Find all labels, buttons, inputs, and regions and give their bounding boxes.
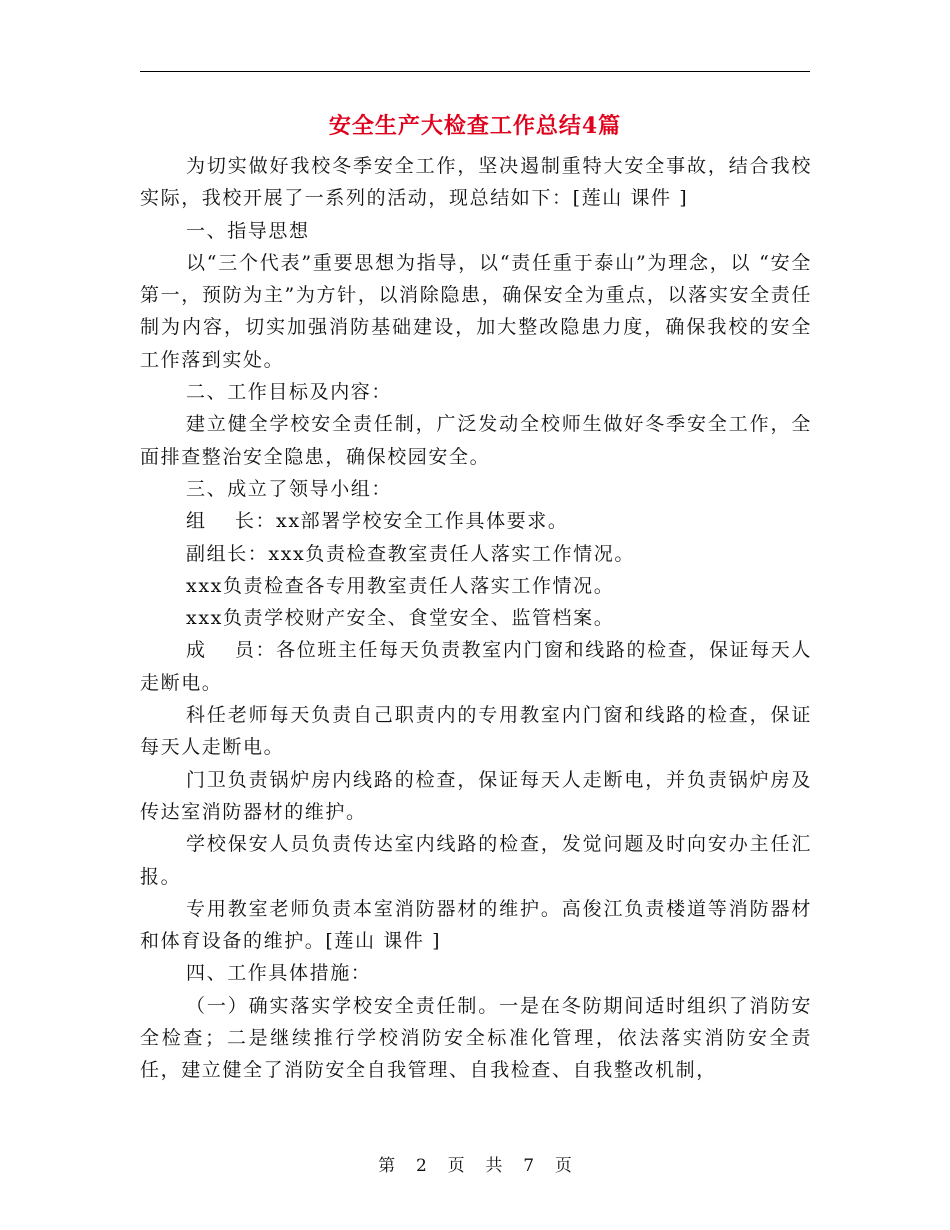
- body-paragraph: 以“三个代表”重要思想为指导，以“责任重于泰山”为理念，以 “安全第一，预防为主”为方针，以消除隐患，确保安全为重点，以落实安全责任制为内容，切实加强消防基础建设，加大整改隐患力度，确保我校的安全工作落到实处。: [140, 251, 812, 371]
- body-paragraph: 专用教室老师负责本室消防器材的维护。高俊江负责楼道等消防器材和体育设备的维护。[莲山 课件 ]: [140, 897, 812, 953]
- footer-prefix: 第: [378, 1156, 396, 1176]
- body-paragraph: xxx负责学校财产安全、食堂安全、监管档案。: [186, 607, 615, 630]
- body-paragraph: 四、工作具体措施：: [186, 962, 372, 985]
- body-paragraph: 成 员：各位班主任每天负责教室内门窗和线路的检查，保证每天人走断电。: [140, 639, 812, 694]
- footer-suffix: 页: [554, 1156, 572, 1176]
- page-footer: [0, 1154, 950, 1178]
- body-paragraph: 副组长：xxx负责检查教室责任人落实工作情况。: [186, 542, 635, 565]
- document-title: 安全生产大检查工作总结4篇: [328, 113, 622, 139]
- body-paragraph: 科任老师每天负责自己职责内的专用教室内门窗和线路的检查，保证每天人走断电。: [140, 704, 812, 759]
- body-paragraph: 二、工作目标及内容：: [186, 381, 393, 404]
- document-body: [140, 150, 812, 1087]
- body-paragraph: （一）确实落实学校安全责任制。一是在冬防期间适时组织了消防安全检查；二是继续推行学校消防安全标准化管理，依法落实消防安全责任，建立健全了消防安全自我管理、自我检查、自我整改机制，: [140, 994, 812, 1082]
- body-paragraph: 组 长：xx部署学校安全工作具体要求。: [186, 510, 569, 533]
- header-rule: [140, 71, 810, 72]
- footer-total-word: 共: [485, 1156, 503, 1176]
- body-paragraph: 门卫负责锅炉房内线路的检查，保证每天人走断电，并负责锅炉房及传达室消防器材的维护。: [140, 768, 812, 823]
- footer-current-page: 2: [415, 1156, 427, 1176]
- footer-total-pages: 7: [523, 1156, 535, 1176]
- body-paragraph: 学校保安人员负责传达室内线路的检查，发觉问题及时向安办主任汇报。: [140, 833, 812, 888]
- body-paragraph: 为切实做好我校冬季安全工作，坚决遏制重特大安全事故，结合我校实际，我校开展了一系列的活动，现总结如下：[莲山 课件 ]: [140, 155, 812, 210]
- body-paragraph: xxx负责检查各专用教室责任人落实工作情况。: [186, 574, 615, 597]
- body-paragraph: 三、成立了领导小组：: [186, 477, 393, 500]
- footer-page-word: 页: [447, 1156, 465, 1176]
- body-paragraph: 一、指导思想: [186, 219, 310, 242]
- body-paragraph: 建立健全学校安全责任制，广泛发动全校师生做好冬季安全工作，全面排查整治安全隐患，确保校园安全。: [140, 413, 812, 468]
